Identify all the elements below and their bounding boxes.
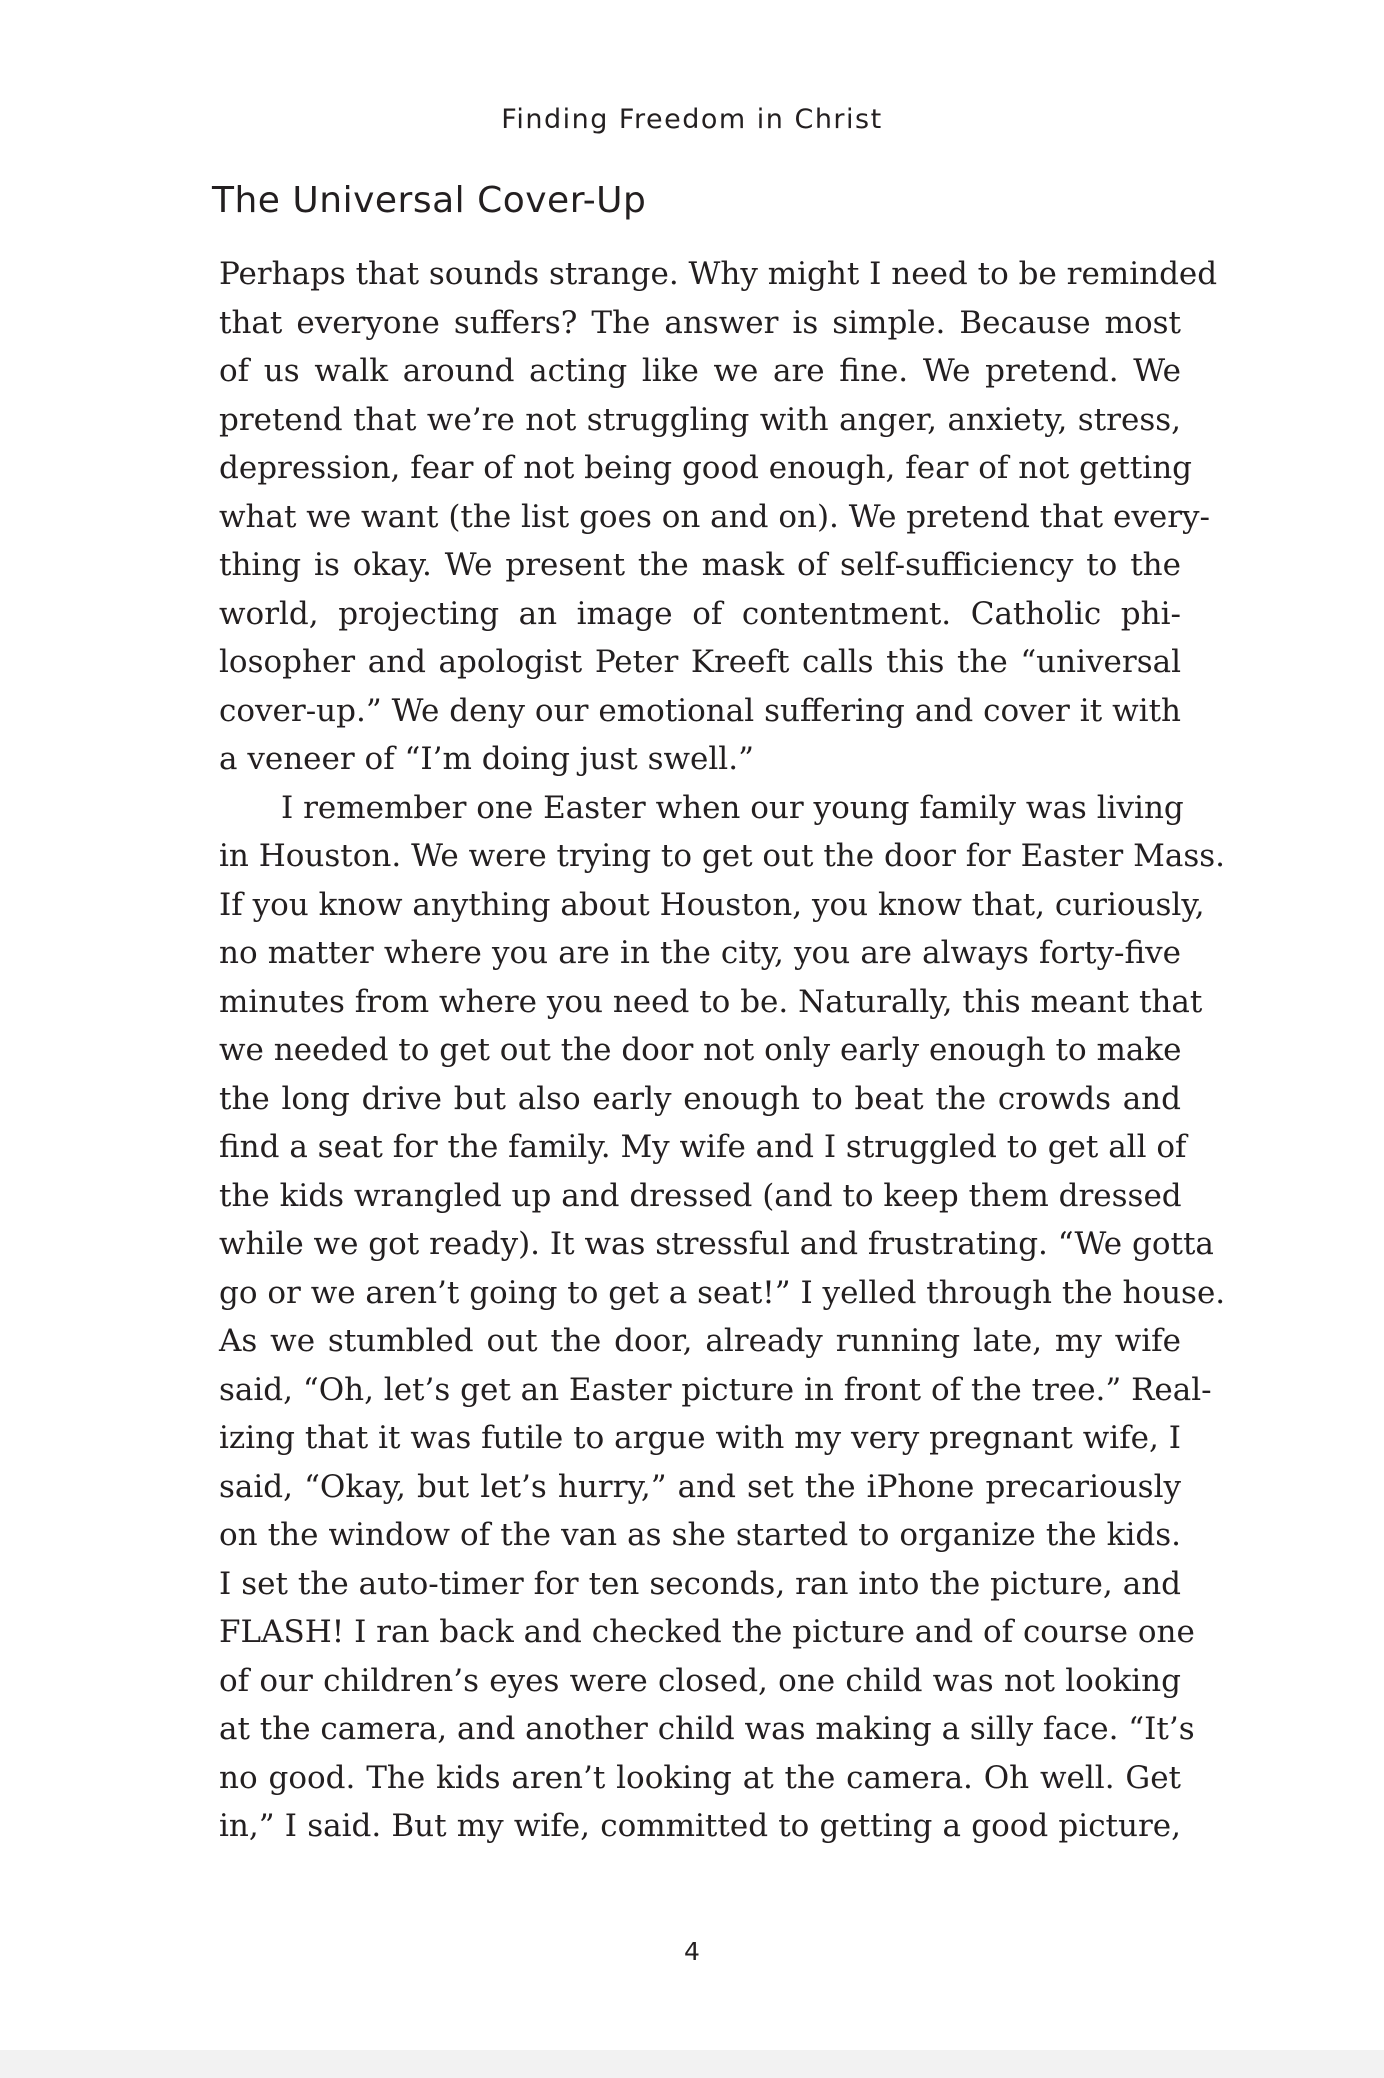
text-line: go or we aren’t going to get a seat!” I yelled through the house. xyxy=(219,1274,1226,1311)
text-line: pretend that we’re not struggling with anger, anxiety, stress, xyxy=(219,401,1181,438)
text-line: thing is okay. We present the mask of self-sufficiency to the xyxy=(219,547,1181,583)
text-line: while we got ready). It was stressful and frustrating. “We gotta xyxy=(219,1226,1214,1262)
text-line: I remember one Easter when our young family was living xyxy=(281,789,1184,826)
text-line: As we stumbled out the door, already running late, my wife xyxy=(219,1323,1181,1359)
text-line: I set the auto-timer for ten seconds, ran into the picture, and xyxy=(219,1565,1181,1602)
text-line: of our children’s eyes were closed, one child was not looking xyxy=(219,1662,1181,1699)
text-line: find a seat for the family. My wife and I struggled to get all of xyxy=(219,1129,1187,1165)
text-line: on the window of the van as she started to organize the kids. xyxy=(219,1517,1181,1553)
text-line: no matter where you are in the city, you are always forty-five xyxy=(219,935,1181,971)
paragraph-1 xyxy=(219,250,1218,784)
text-line: said, “Okay, but let’s hurry,” and set the iPhone precariously xyxy=(219,1468,1181,1505)
text-line: cover-up.” We deny our emotional suffering and cover it with xyxy=(219,692,1181,729)
text-line: we needed to get out the door not only early enough to make xyxy=(219,1032,1182,1068)
running-head: Finding Freedom in Christ xyxy=(501,104,883,135)
bottom-band xyxy=(0,2050,1384,2078)
text-line: Perhaps that sounds strange. Why might I need to be reminded xyxy=(219,256,1218,292)
text-line: what we want (the list goes on and on). We pretend that every- xyxy=(219,498,1211,535)
text-line: of us walk around acting like we are fine. We pretend. We xyxy=(219,353,1181,389)
text-line: FLASH! I ran back and checked the picture and of course one xyxy=(219,1614,1195,1650)
text-line: minutes from where you need to be. Naturally, this meant that xyxy=(219,983,1203,1020)
text-line: losopher and apologist Peter Kreeft calls this the “universal xyxy=(219,644,1181,680)
page-number: 4 xyxy=(684,1937,700,1966)
text-line: a veneer of “I’m doing just swell.” xyxy=(219,741,754,777)
text-line: at the camera, and another child was making a silly face. “It’s xyxy=(219,1711,1195,1747)
paragraph-2 xyxy=(219,784,1226,1851)
text-line: izing that it was futile to argue with my very pregnant wife, I xyxy=(219,1420,1181,1456)
text-line: depression, fear of not being good enough, fear of not getting xyxy=(219,450,1193,486)
section-title: The Universal Cover-Up xyxy=(212,180,647,221)
text-line: If you know anything about Houston, you know that, curiously, xyxy=(219,886,1205,923)
text-line: no good. The kids aren’t looking at the camera. Oh well. Get xyxy=(219,1759,1181,1796)
text-line: said, “Oh, let’s get an Easter picture in front of the tree.” Real- xyxy=(219,1371,1212,1408)
text-line: that everyone suffers? The answer is simple. Because most xyxy=(219,304,1181,341)
text-line: the kids wrangled up and dressed (and to keep them dressed xyxy=(219,1177,1182,1214)
text-line: in,” I said. But my wife, committed to getting a good picture, xyxy=(219,1808,1181,1844)
text-line: world, projecting an image of contentment. Catholic phi- xyxy=(219,595,1181,632)
text-line: in Houston. We were trying to get out the door for Easter Mass. xyxy=(219,838,1225,874)
body-text xyxy=(219,250,1226,1851)
text-line: the long drive but also early enough to beat the crowds and xyxy=(219,1080,1181,1117)
